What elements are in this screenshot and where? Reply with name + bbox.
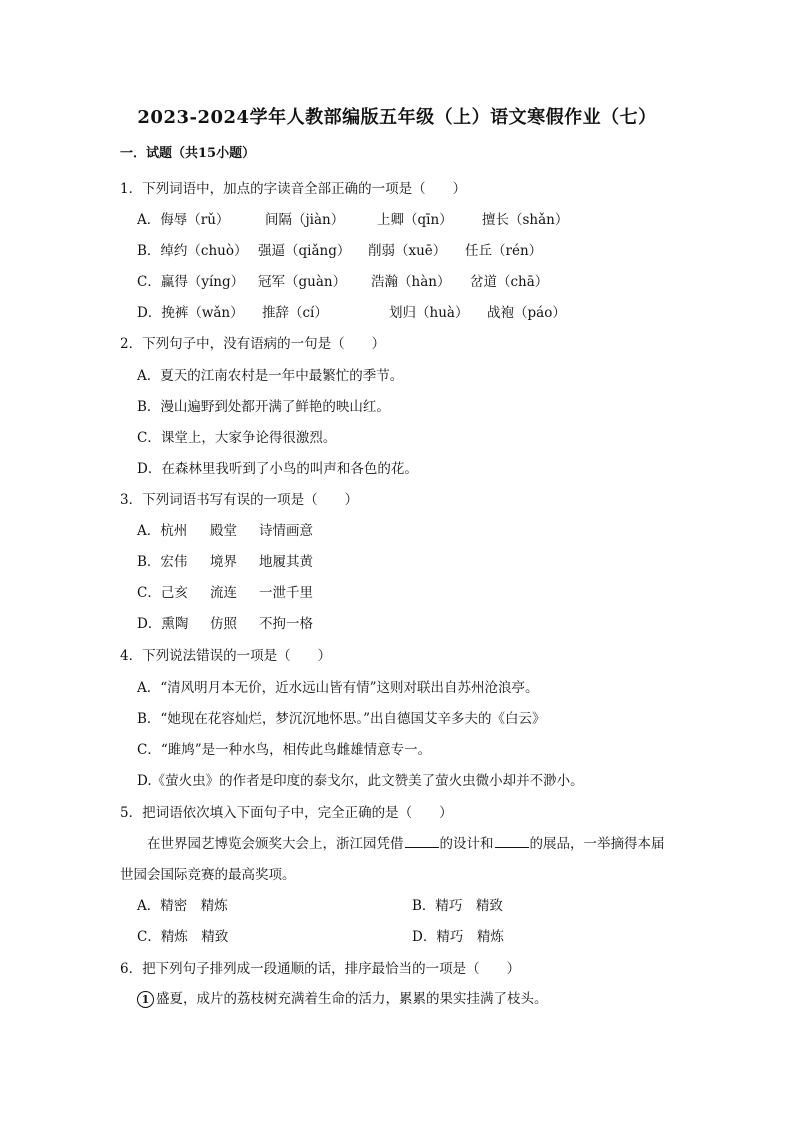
q1-option-d-word: 划归（huà） xyxy=(389,305,469,321)
q5-passage-line-2: 世园会国际竞赛的最高奖项。 xyxy=(120,867,296,883)
q3-option-d-word: 仿照 xyxy=(210,616,237,632)
fill-blank xyxy=(495,833,529,848)
q3-option-c: C．己亥 xyxy=(137,585,188,601)
q4-option-d: D.《萤火虫》的作者是印度的泰戈尔，此文赞美了萤火虫微小却并不渺小。 xyxy=(137,773,584,789)
q1-option-a: A．侮辱（rǔ） xyxy=(137,212,230,228)
circled-number-1: 1 xyxy=(137,991,154,1008)
q3-option-a-word: 殿堂 xyxy=(210,523,237,539)
q3-option-d-word: 不拘一格 xyxy=(259,616,313,632)
q4-option-b: B．“她现在花容灿烂，梦沉沉地怀思。”出自德国艾辛多夫的《白云》 xyxy=(137,711,546,727)
q3-option-a-word: 诗情画意 xyxy=(259,523,313,539)
q2-option-b: B．漫山遍野到处都开满了鲜艳的映山红。 xyxy=(137,399,390,415)
q1-option-c: C．赢得（yíng） xyxy=(137,274,245,290)
q1-option-d-word: 推辞（cí） xyxy=(262,305,328,321)
q2-option-d: D．在森林里我听到了小鸟的叫声和各色的花。 xyxy=(137,461,418,477)
q3-option-c-word: 流连 xyxy=(210,585,237,601)
question-1-stem: 1．下列词语中，加点的字读音全部正确的一项是（ ） xyxy=(120,181,467,197)
q4-option-a: A．“清风明月本无价，近水远山皆有情”这则对联出自苏州沧浪亭。 xyxy=(137,680,539,696)
q3-option-d: D．熏陶 xyxy=(137,616,189,632)
q1-option-b: B．绰约（chuò） xyxy=(137,243,248,259)
q5-passage-line-1 xyxy=(147,832,665,852)
q5-option-d: D．精巧 精炼 xyxy=(412,929,504,945)
q1-option-c-word: 岔道（chā） xyxy=(470,274,549,290)
q1-option-b-word: 强逼（qiǎng） xyxy=(258,243,351,259)
q5-passage-text: 在世界园艺博览会颁奖大会上，浙江园凭借 xyxy=(147,836,404,852)
q5-passage-text: 的展品，一举摘得本届 xyxy=(529,836,665,852)
q1-option-d: D．挽裤（wǎn） xyxy=(137,305,244,321)
q6-sentence-1 xyxy=(137,987,548,1008)
q1-option-b-word: 削弱（xuē） xyxy=(368,243,447,259)
q2-option-c: C．课堂上，大家争论得很激烈。 xyxy=(137,430,337,446)
q1-option-c-word: 冠军（guàn） xyxy=(258,274,347,290)
q3-option-c-word: 一泄千里 xyxy=(259,585,313,601)
q3-option-b-word: 地履其黄 xyxy=(259,554,313,570)
q3-option-a: A．杭州 xyxy=(137,523,188,539)
q2-option-a: A．夏天的江南农村是一年中最繁忙的季节。 xyxy=(137,368,404,384)
question-3-stem: 3．下列词语书写有误的一项是（ ） xyxy=(120,492,359,508)
section-heading: 一．试题（共15小题） xyxy=(120,146,256,161)
question-5-stem: 5．把词语依次填入下面句子中，完全正确的是（ ） xyxy=(120,805,453,821)
q5-option-b: B．精巧 精致 xyxy=(412,898,503,914)
q5-passage-text: 的设计和 xyxy=(439,836,494,852)
q1-option-c-word: 浩瀚（hàn） xyxy=(371,274,451,290)
document-title: 2023-2024学年人教部编版五年级（上）语文寒假作业（七） xyxy=(137,107,657,128)
question-4-stem: 4．下列说法错误的一项是（ ） xyxy=(120,648,332,664)
q1-option-a-word: 间隔（jiàn） xyxy=(265,212,345,228)
q4-option-c: C．“雎鸠”是一种水鸟，相传此鸟雌雄情意专一。 xyxy=(137,742,432,758)
fill-blank xyxy=(405,833,439,848)
q1-option-a-word: 上卿（qīn） xyxy=(377,212,453,228)
question-6-stem: 6．把下列句子排列成一段通顺的话，排序最恰当的一项是（ ） xyxy=(120,961,521,977)
q1-option-b-word: 任丘（rén） xyxy=(465,243,543,259)
q3-option-b-word: 境界 xyxy=(210,554,237,570)
q3-option-b: B．宏伟 xyxy=(137,554,188,570)
q5-option-c: C．精炼 精致 xyxy=(137,929,229,945)
question-2-stem: 2．下列句子中，没有语病的一句是（ ） xyxy=(120,336,386,352)
q1-option-a-word: 擅长（shǎn） xyxy=(482,212,569,228)
q5-option-a: A．精密 精炼 xyxy=(137,898,228,914)
q1-option-d-word: 战袍（páo） xyxy=(487,305,566,321)
q6-sentence-text: 盛夏，成片的荔枝树充满着生命的活力，累累的果实挂满了枝头。 xyxy=(156,991,548,1007)
